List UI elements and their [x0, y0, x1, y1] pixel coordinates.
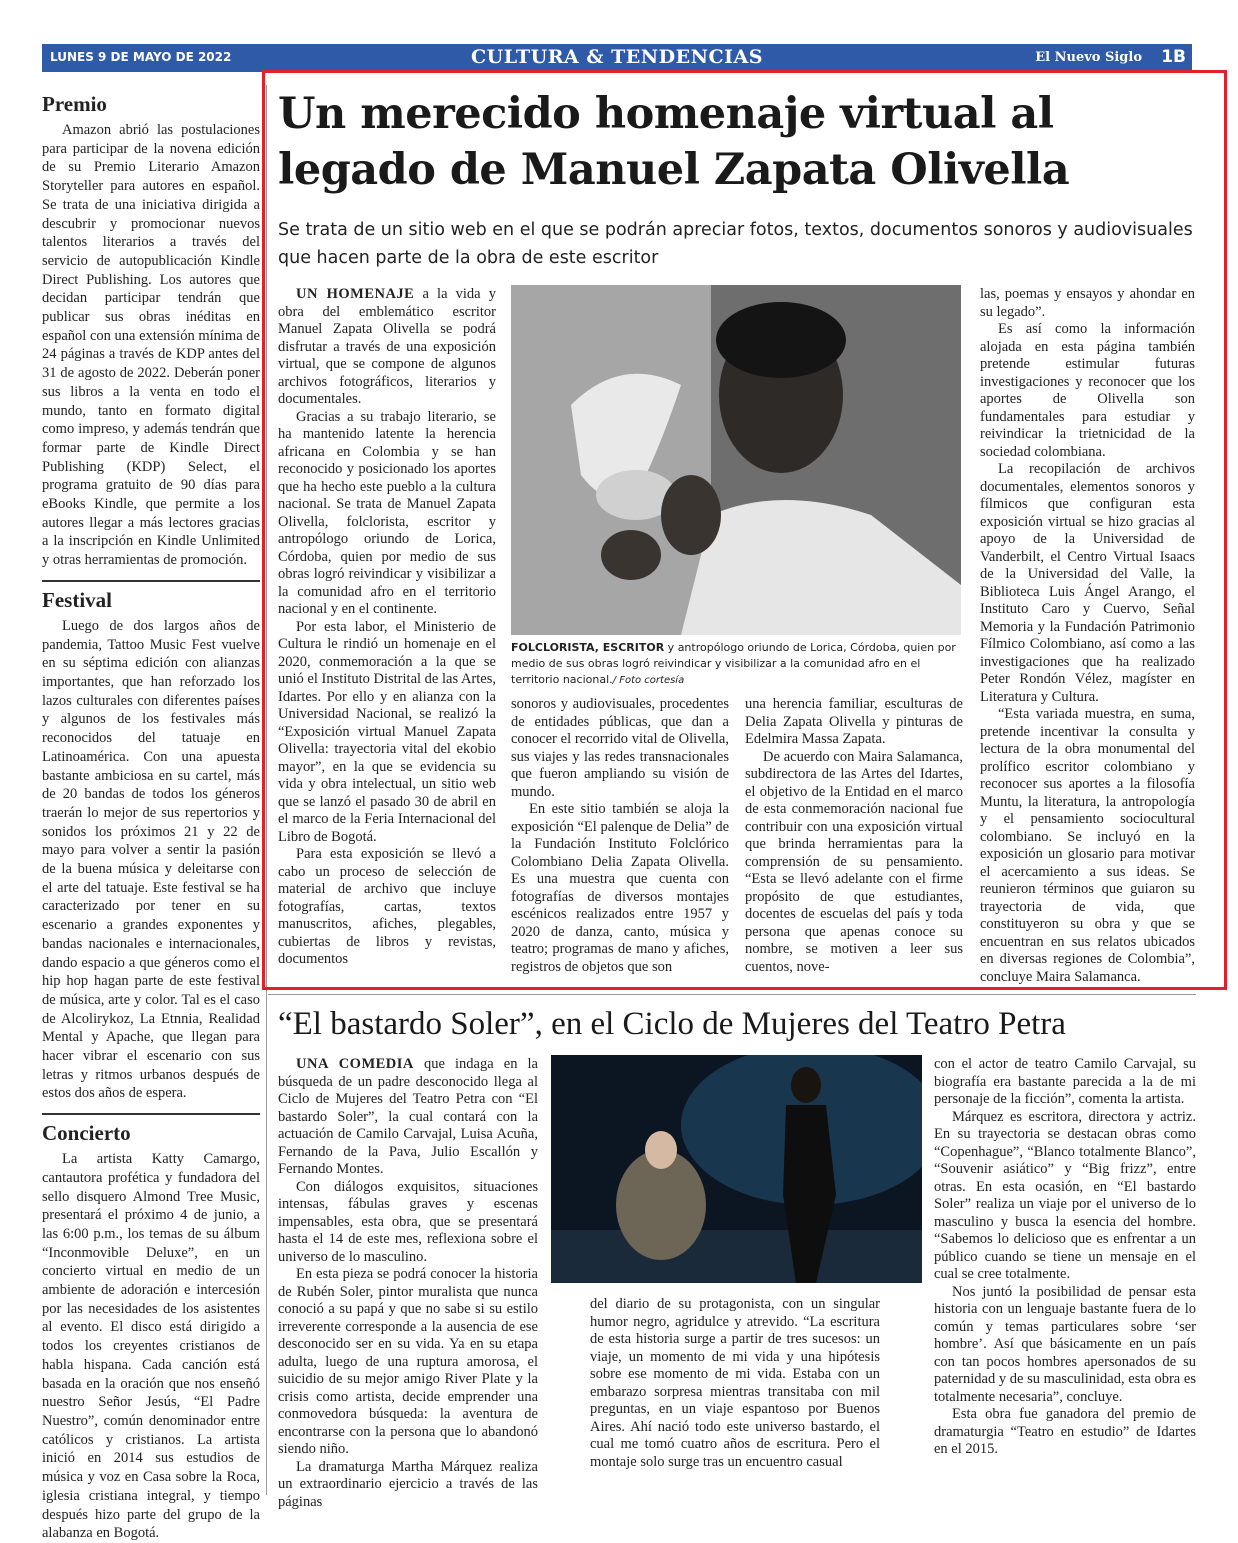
article2-paragraph: Esta obra fue ganadora del premio de dramaturgia “Teatro en estudio” de Idartes en el 2015.: [934, 1406, 1196, 1457]
article2-paragraph: Márquez es escritora, directora y actriz. En su trayectoria se destacan obras como “Copenhague”, “Blanco totalmente Blanco”, “Souvenir asiático” y “Big frizz”, entre otras. En esta ocasión, en “El bastardo Soler” realiza un viaje por el universo de lo masculino y busca la esencia del hombre. “Sabemos lo delicioso que es enfrentar a un público cuando se tiene un mensaje en el cual se cree totalmente.: [934, 1108, 1196, 1282]
article1-paragraph: Es así como la información alojada en esta página también pretende estimular futuras investigaciones y reconocer que los aportes de Olivella son fundamentales para estudiar y reivindicar la trietnicidad de la sociedad colombiana.: [980, 321, 1195, 460]
section-header-bar: [42, 44, 1192, 72]
article1-paragraph: “Esta variada muestra, en suma, pretende incentivar la consulta y lectura de la obra monumental del prolífico escritor colombiano y reconocer sus aportes a la filosofía Muntu, la literatura, la antropología y el pensamiento sociocultural colombiano. Se incluyó en la exposición un glosario para motivar el acercamiento a sus ideas. Se reunieron términos que guiaron su trayectoria de vida, que constituyeron su obra y que se encuentran en sus relatos ubicados en diversas regiones de Colombia”, concluye Maira Salamanca.: [980, 706, 1195, 985]
article2-photo: [551, 1055, 922, 1283]
article1-photo: [511, 285, 961, 635]
brief-text-festival: Luego de dos largos años de pandemia, Tattoo Music Fest vuelve en su séptima edición con alianzas importantes, que han reforzado los lazos culturales con diferentes países y algunos de los festivales más reconocidos del tatuaje en Latinoamérica. Con una apuesta bastante ambiciosa en su cartel, más de 20 bandas de todos los géneros traerán lo mejor de sus repertorios y sonidos los próximos 21 y 22 de mayo para volver a sentir la pasión de la buena música y deleitarse con el arte del tatuaje. Este festival se ha caracterizado por tener en su escenario a grandes exponentes y bandas nacionales e internacionales, dando espacio a que géneros como el hip hop hagan parte de este festival de música, arte y color. Tal es el caso de Alcolirykoz, La Etnnia, Realidad Mental y Apache, que llegan para hacer vibrar el escenario con sus letras y ritmos urbanos después de estos dos años de espera.: [42, 617, 260, 1102]
brief-text-premio: Amazon abrió las postulaciones para participar de la novena edición de su Premio Literario Amazon Storyteller para autores en español. Se trata de una iniciativa dirigida a descubrir y promocionar nuevos talentos literarios a través del servicio de autopublicación Kindle Direct Publishing. Los autores que decidan participar tendrán que publicar sus obras inéditas en español con una extensión mínima de 24 páginas a través de KDP antes del 31 de agosto de 2022. Deberán poner sus libros a la venta en todo el mundo, tanto en formato digital como impreso, y además tendrán que formar parte de Kindle Direct Publishing (KDP) Select, el programa gratuito de 90 días para eBooks Kindle, que permite a los autores llegar a más lectores gracias a la inscripción en Kindle Unlimited y otras herramientas de promoción.: [42, 122, 260, 569]
article1-paragraph: sonoros y audiovisuales, procedentes de entidades públicas, que dan a conocer el recorrido vital de Olivella, sus viajes y las redes transnacionales que fueron ampliando su visión de mundo.: [511, 696, 729, 800]
newspaper-name: El Nuevo Siglo: [1035, 50, 1142, 65]
article1-paragraph: En este sitio también se aloja la exposición “El palenque de Delia” de la Fundación Instituto Folclórico Colombiano Delia Zapata Olivella. Es una muestra que cuenta con fotografías de diversos montajes escénicos realizados entre 1957 y 2020 de danza, canto, música y teatro; programas de mano y afiches, registros de objetos que son: [511, 801, 729, 975]
brief-title-festival: Festival: [42, 587, 112, 612]
article2-paragraph: Nos juntó la posibilidad de pensar esta historia con un lenguaje bastante fuera de lo común y temas particulares sobre ‘ser hombre’. Así que básicamente en un país con tan pocos hombres apersonados de su paternidad y de su masculinidad, esta obra es totalmente necesaria”, concluye.: [934, 1283, 1196, 1405]
article2-paragraph: que indaga en la búsqueda de un padre desconocido llega al Ciclo de Mujeres del Teatro Petra con “El bastardo Soler”, la cual contará con la actuación de Camilo Carvajal, Luisa Acuña, Fernando de la Pava, Julio Escallón y Fernando Montes.: [278, 1056, 538, 1177]
article1-photo-caption: [511, 640, 963, 689]
caption-text: y antropólogo oriundo de Lorica, Córdoba, quien por medio de sus obras logró reivindicar y visibilizar a la comunidad afro en el territorio nacional.: [511, 641, 956, 686]
article2-paragraph: La dramaturga Martha Márquez realiza un extraordinario ejercicio a través de las páginas: [278, 1458, 538, 1510]
article1-paragraph: Por esta labor, el Ministerio de Cultura le rindió un homenaje en el 2020, conmemoración a la que se unió el Instituto Distrital de las Artes, Idartes. Por ello y en alianza con la Universidad Nacional, se realizó la “Exposición virtual Manuel Zapata Olivella: trayectoria vital del ekobio mayor”, en la que se evidencia su vida y obra intelectual, un sitio web que se lanzó el pasado 30 de abril en el marco de la Feria Internacional del Libro de Bogotá.: [278, 618, 496, 845]
divider: [42, 1113, 260, 1115]
article2-headline: “El bastardo Soler”, en el Ciclo de Mujeres del Teatro Petra: [278, 1006, 1066, 1042]
article2-paragraph: con el actor de teatro Camilo Carvajal, su biografía era bastante parecida a la de mi personaje de la ficción”, comenta la artista.: [934, 1056, 1196, 1107]
article1-paragraph: a la vida y obra del emblemático escritor Manuel Zapata Olivella se podrá disfrutar a través de una exposición virtual, que se compone de algunos archivos fotográficos, literarios y documentales.: [278, 286, 496, 407]
portrait-illustration: [511, 285, 961, 635]
article2-paragraph: Con diálogos exquisitos, situaciones intensas, fábulas graves y escenas impensables, esta obra, que se presentará hasta el 14 de este mes, reflexiona sobre el universo de lo masculino.: [278, 1178, 538, 1265]
article1-paragraph: De acuerdo con Maira Salamanca, subdirectora de las Artes del Idartes, el objetivo de la Entidad en el marco de esta conmemoración nacional fue contribuir con una exposición virtual que brinda herramientas para la comprensión de su pensamiento. “Esta se llevó adelante con el firme propósito de que estudiantes, docentes de escuelas del país y toda persona que apenas conoce su nombre, se motiven a leer sus cuentos, nove-: [745, 748, 963, 975]
photo-credit: / Foto cortesía: [612, 675, 685, 686]
article1-column-1: [278, 286, 496, 969]
issue-date: LUNES 9 DE MAYO DE 2022: [50, 50, 232, 64]
brief-title-concierto: Concierto: [42, 1121, 131, 1146]
divider: [268, 994, 1196, 995]
article1-column-2: [511, 696, 729, 976]
page-number: 1B: [1161, 47, 1186, 67]
article2-column-3: [934, 1056, 1196, 1459]
section-title: CULTURA & TENDENCIAS: [471, 46, 763, 68]
divider: [42, 580, 260, 582]
article2-lead: UNA COMEDIA: [296, 1056, 414, 1072]
caption-lead: FOLCLORISTA, ESCRITOR: [511, 641, 665, 654]
stage-scene-illustration: [551, 1055, 922, 1283]
brief-title-premio: Premio: [42, 92, 107, 116]
article1-headline: Un merecido homenaje virtual al legado de Manuel Zapata Olivella: [278, 89, 1070, 195]
article2-paragraph: En esta pieza se podrá conocer la historia de Rubén Soler, pintor muralista que nunca conoció a su papá y que no sabe si su estilo irreverente corresponde a la ausencia de ese desconocido ser en su vida. Ya en su etapa adulta, luego de una ruptura amorosa, el suicidio de su mejor amigo River Plate y la crisis como artista, decide emprender una conmovedora búsqueda: la aventura de encontrarse con la persona que lo abandonó siendo niño.: [278, 1266, 538, 1457]
article1-deck: Se trata de un sitio web en el que se podrán apreciar fotos, textos, documentos sonoros y audiovisuales que hacen parte de la obra de este escritor: [278, 220, 1193, 268]
brief-text-concierto: La artista Katty Camargo, cantautora profética y fundadora del sello disquero Almond Tree Music, presentará el próximo 4 de junio, a las 6:00 p.m., los temas de su álbum “Inconmovible Deluxe”, en un concierto virtual en medio de un ambiente de adoración e intercesión por las necesidades de los asistentes al evento. El disco está dirigido a todos los creyentes cristianos de habla hispana. Cada canción está basada en la oración que nos enseñó nuestro Señor Jesús, “El Padre Nuestro”, común denominador entre católicos y cristianos. La artista inició en 2014 sus estudios de música y voz en Casa sobre la Roca, iglesia cristiana integral, y tiempo después hizo parte del grupo de la alabanza en Bogotá.: [42, 1151, 260, 1542]
article2-paragraph: del diario de su protagonista, con un singular humor negro, agridulce y atrevido. “La escritura de esta historia surge a partir de tres sucesos: un viaje, un momento de mi vida y una hipótesis sobre ese momento de mi vida. Estaba con un embarazo sorpresa mientras transitaba con mil preguntas, en un viaje espantoso por Buenos Aires. Ahí nació todo este universo bastardo, el cual me tomó cuatro años de escritura. Pero el montaje solo surge tras un encuentro casual: [590, 1296, 880, 1470]
article1-paragraph: La recopilación de archivos documentales, elementos sonoros y fílmicos que configuran esta exposición virtual se hizo gracias al apoyo de la Universidad de Vanderbilt, el Centro Virtual Isaacs de la Universidad del Valle, la Biblioteca Luis Ángel Arango, el Instituto Caro y Cuervo, Señal Memoria y la Fundación Patrimonio Fílmico Colombiano, así como a las investigaciones que ha realizado Peter Rondón Vélez, magíster en Literatura y Cultura.: [980, 461, 1195, 705]
article1-lead: UN HOMENAJE: [296, 286, 415, 302]
article2-column-2: [590, 1296, 880, 1471]
article1-paragraph: una herencia familiar, esculturas de Delia Zapata Olivella y pinturas de Edelmira Massa Zapata.: [745, 696, 963, 747]
article1-paragraph: las, poemas y ensayos y ahondar en su legado”.: [980, 286, 1195, 320]
article1-column-3: [745, 696, 963, 976]
article1-paragraph: Gracias a su trabajo literario, se ha mantenido latente la herencia africana en Colombia y se han reconocido y posicionado los aportes que ha hecho este pueblo a la cultura nacional. Se trata de Manuel Zapata Olivella, folclorista, escritor y antropólogo oriundo de Lorica, Córdoba, quien por medio de sus obras logró reivindicar y visibilizar a la comunidad afro en el territorio nacional y en el continente.: [278, 408, 496, 617]
article2-column-1: [278, 1056, 538, 1511]
sidebar-briefs: [42, 92, 260, 1543]
article1-column-4: [980, 286, 1195, 986]
article1-paragraph: Para esta exposición se llevó a cabo un proceso de selección de material de archivo que incluye fotografías, cartas, textos manuscritos, afiches, plegables, cubiertas de libros y revistas, documentos: [278, 846, 496, 967]
